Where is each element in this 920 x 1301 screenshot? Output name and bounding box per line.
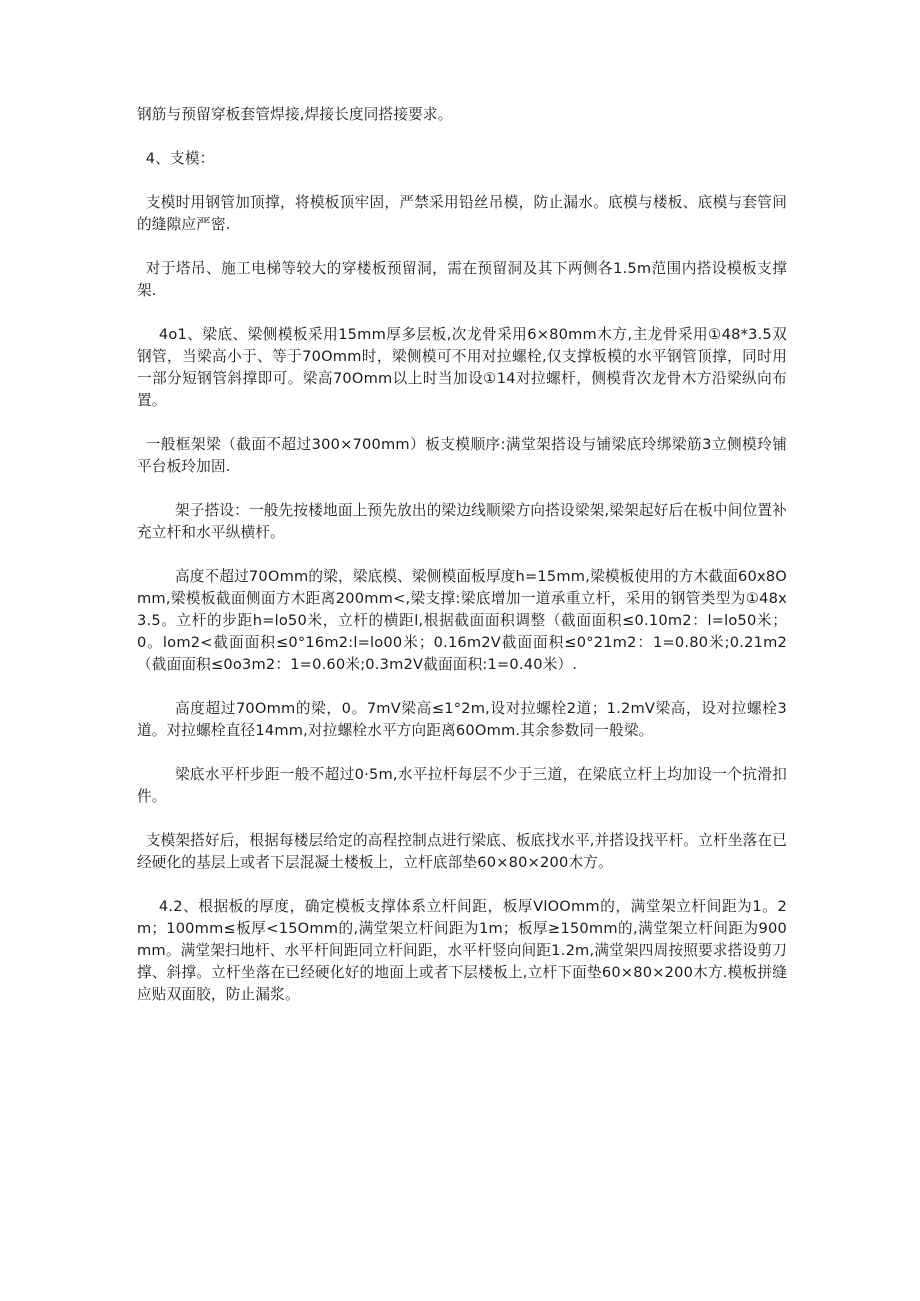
paragraph-4-1-beam-formwork: 4o1、梁底、梁侧模板采用15mm厚多层板,次龙骨采用6×80mm木方,主龙骨采用①48*3.5双钢管，当梁高小于、等于70Omm时，梁侧模可不用对拉螺栓,仅支撑板模的水平钢管顶撑，同时用一部分短钢管斜撑即可。梁高70Omm以上时当加设①14对拉螺杆，侧模背次龙骨木方沿梁纵向布置。	[137, 326, 787, 409]
paragraph-beam-under-700: 高度不超过70Omm的梁，梁底模、梁侧模面板厚度h=15mm,梁模板使用的方木截面60x8Omm,梁模板截面侧面方木距离200mm<,梁支撑:梁底增加一道承重立杆，采用的钢管类型为①48x3.5。立杆的步距h=lo50米，立杆的横距l,根据截面面积调整（截面面积≤0.10m2：l=lo50米；0。lom2<截面面积≤0°16m2:l=lo00米；0.16m2V截面面积≤0°21m2：1=0.80米;0.21m2（截面面积≤0o3m2：1=0.60米;0.3m2V截面面积:1=0.40米）.	[137, 568, 787, 673]
paragraph-reserved-openings: 对于塔吊、施工电梯等较大的穿楼板预留洞，需在预留洞及其下两侧各1.5m范围内搭设模板支撑架.	[137, 260, 787, 299]
paragraph-beam-over-700: 高度超过70Omm的梁，0。7mV梁高≤1°2m,设对拉螺栓2道；1.2mV梁高，设对拉螺栓3道。对拉螺栓直径14mm,对拉螺栓水平方向距离60Omm.其余参数同一般梁。	[137, 700, 787, 739]
paragraph-scaffold-erection: 架子搭设：一般先按楼地面上预先放出的梁边线顺梁方向搭设梁架,梁架起好后在板中间位置补充立杆和水平纵横杆。	[137, 502, 787, 541]
section-heading-formwork: 4、支模：	[145, 150, 215, 167]
paragraph-horizontal-bar-spacing: 梁底水平杆步距一般不超过0·5m,水平拉杆每层不少于三道，在梁底立杆上均加设一个抗滑扣件。	[137, 766, 787, 805]
document-body	[137, 104, 787, 1028]
paragraph-rebar-welding: 钢筋与预留穿板套管焊接,焊接长度同搭接要求。	[137, 106, 453, 123]
paragraph-formwork-support: 支模时用钢管加顶撑，将模板顶牢固，严禁采用铅丝吊模，防止漏水。底模与楼板、底模与套管间的缝隙应严密.	[137, 194, 787, 233]
paragraph-4-2-slab-support: 4.2、根据板的厚度，确定模板支撑体系立杆间距，板厚VlOOmm的，满堂架立杆间距为1。2m；100mm≤板厚<15Omm的,满堂架立杆间距为1m；板厚≥150mm的,满堂架立杆间距为900mm。满堂架扫地杆、水平杆间距同立杆间距，水平杆竖向间距1.2m,满堂架四周按照要求搭设剪刀撑、斜撑。立杆坐落在已经硬化好的地面上或者下层楼板上,立杆下面垫60×80×200木方.模板拼缝应贴双面胶，防止漏浆。	[137, 898, 787, 1003]
paragraph-frame-beam-sequence: 一般框架梁（截面不超过300×700mm）板支模顺序:满堂架搭设与铺梁底玲绑梁筋3立侧模玲铺平台板玲加固.	[137, 436, 787, 475]
paragraph-leveling: 支模架搭好后，根据每楼层给定的高程控制点进行梁底、板底找水平,并搭设找平杆。立杆坐落在已经硬化的基层上或者下层混凝土楼板上，立杆底部垫60×80×200木方。	[137, 832, 787, 871]
